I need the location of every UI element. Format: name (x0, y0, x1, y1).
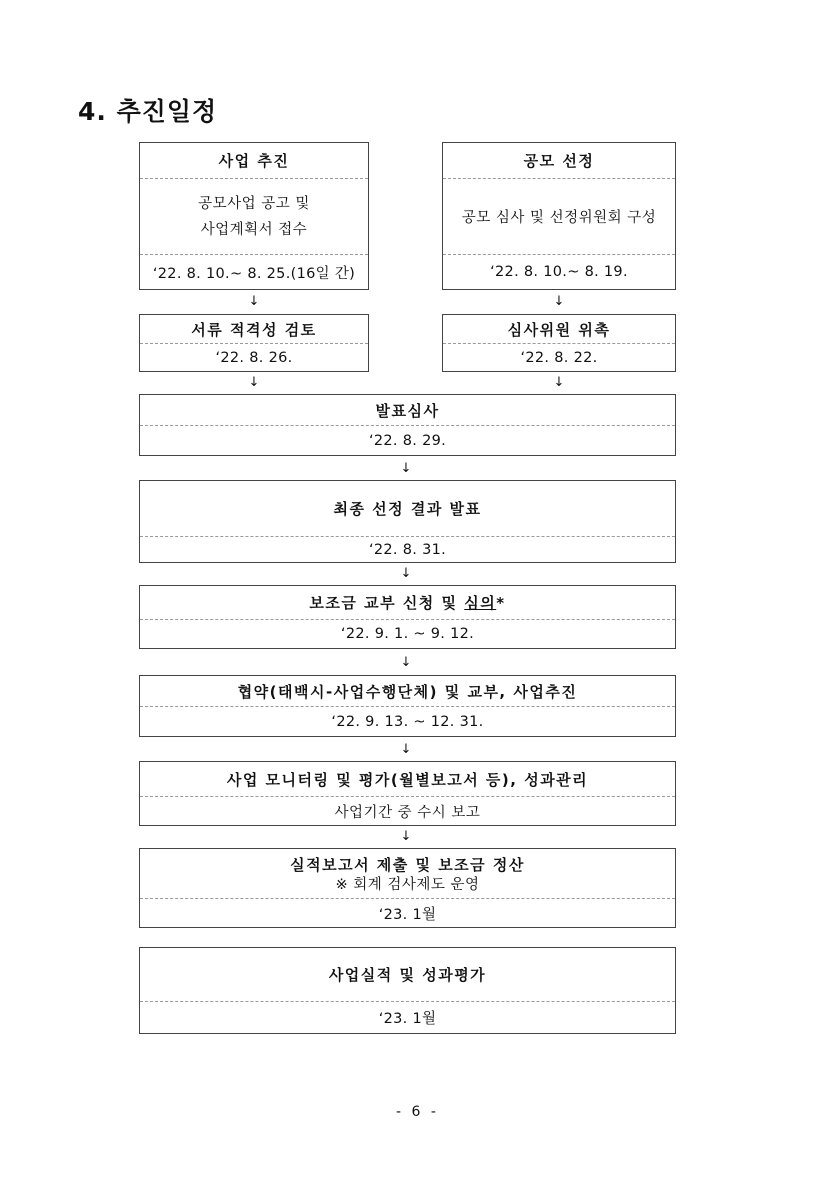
box-note: ※ 회계 검사제도 운영 (335, 876, 480, 893)
down-arrow-icon: ↓ (400, 742, 412, 757)
box-date: ‘23. 1월 (378, 1011, 437, 1027)
body-line: 공모사업 공고 및 (198, 195, 310, 212)
box-header: 협약(태백시-사업수행단체) 및 교부, 사업추진 (140, 676, 675, 707)
page-number: - 6 - (396, 1104, 439, 1120)
box-contest-selection (442, 142, 676, 290)
box-date: ‘22. 9. 1. ~ 9. 12. (340, 626, 475, 642)
box-monitoring (139, 761, 676, 826)
header-text: 보조금 교부 신청 및 (309, 594, 465, 612)
header-underlined-text: 심의 (464, 594, 497, 612)
box-header: 실적보고서 제출 및 보조금 정산 (290, 855, 525, 874)
footnote-mark: * (496, 593, 506, 612)
box-date: ‘22. 8. 31. (368, 541, 447, 558)
box-subsidy-application (139, 585, 676, 649)
down-arrow-icon: ↓ (400, 566, 412, 581)
box-header: 사업 모니터링 및 평가(월별보고서 등), 성과관리 (140, 762, 675, 797)
down-arrow-icon: ↓ (400, 829, 412, 844)
box-header: 발표심사 (140, 395, 675, 426)
body-line: 사업계획서 접수 (200, 221, 308, 238)
down-arrow-icon: ↓ (553, 294, 565, 309)
box-body: 공모 심사 및 선정위원회 구성 (443, 179, 675, 255)
box-header: 서류 적격성 검토 (140, 315, 368, 344)
box-date: ‘22. 8. 29. (368, 432, 447, 449)
box-date: ‘22. 8. 10.~ 8. 19. (490, 264, 628, 280)
box-date: ‘23. 1월 (378, 906, 437, 923)
box-header: 심사위원 위촉 (443, 315, 675, 344)
box-performance-report (139, 848, 676, 928)
box-final-announcement (139, 480, 676, 563)
box-date: ‘22. 8. 10.~ 8. 25.(16일 간) (152, 265, 356, 282)
box-performance-evaluation (139, 947, 676, 1034)
box-header: 공모 선정 (443, 143, 675, 179)
box-document-review (139, 314, 369, 372)
box-date: 사업기간 중 수시 보고 (334, 804, 481, 821)
down-arrow-icon: ↓ (248, 294, 260, 309)
box-header: 최종 선정 결과 발표 (140, 481, 675, 537)
down-arrow-icon: ↓ (248, 375, 260, 390)
down-arrow-icon: ↓ (400, 461, 412, 476)
box-date: ‘22. 8. 26. (215, 349, 293, 366)
box-date: ‘22. 9. 13. ~ 12. 31. (331, 713, 484, 730)
box-header (140, 586, 675, 620)
box-header: 사업실적 및 성과평가 (140, 948, 675, 1002)
box-header: 사업 추진 (140, 143, 368, 179)
box-date: ‘22. 8. 22. (520, 349, 598, 366)
box-header-group (140, 849, 675, 899)
box-judge-appointment (442, 314, 676, 372)
section-title: 4. 추진일정 (78, 97, 218, 126)
box-presentation-review (139, 394, 676, 456)
down-arrow-icon: ↓ (553, 375, 565, 390)
box-project-start (139, 142, 369, 290)
box-agreement (139, 675, 676, 737)
down-arrow-icon: ↓ (400, 655, 412, 670)
box-body (140, 179, 368, 255)
